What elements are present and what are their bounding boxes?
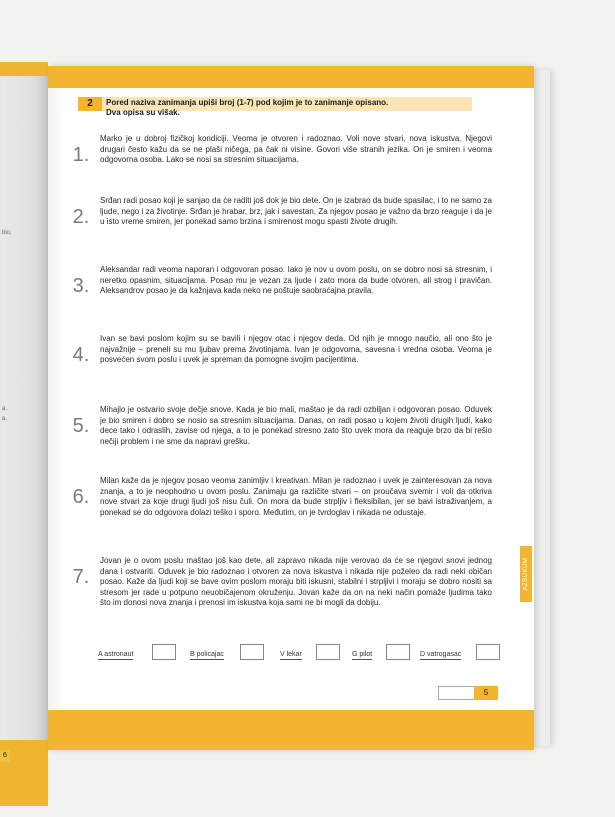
task-instruction-line-1: Pored naziva zanimanja upiši broj (1-7) pod kojim je to zanimanje opisano. (106, 98, 389, 107)
left-page (0, 62, 48, 759)
item-number: 4. (72, 344, 90, 366)
page-number-blank (438, 686, 476, 700)
task-instruction-line-2: Dva opisa su višak. (106, 108, 180, 117)
answer-label: B policajac (190, 651, 224, 658)
item-number: 2. (72, 206, 90, 228)
page-edges (534, 70, 550, 746)
answer-label: G pilot (352, 651, 373, 658)
answer-box-lekar[interactable] (316, 644, 340, 660)
left-page-text-fragment: bio, (2, 230, 12, 236)
item-number: 1. (72, 144, 90, 166)
side-tab (520, 546, 532, 602)
answer-box-astronaut[interactable] (152, 644, 176, 660)
item-text: Marko je u dobroj fizičkoj kondiciji. Veoma je otvoren i radoznao. Voli nove stvari, nova iskustva. Njegovi drugari često kažu da se ne plaši ničega, pa čak ni visine. Govori više stranih jezika. On je smiren i veoma odgovorna osoba. Lako se nosi sa stresnim situacijama. (100, 134, 492, 165)
item-text: Srđan radi posao koji je sanjao da će raditi još dok je bio dete. On je izabrao da bude spasilac, i to ne samo za ljude, nego i za životinje. Srđan je hrabar, brz, jak i savestan. Za njegov posao je važno da brzo reaguje i da je u isto vreme smiren, jer ponekad samo brzina i smirenost mogu spasti živote drugih. (100, 196, 492, 227)
item-text: Mihajlo je ostvario svoje dečje snove. Kada je bio mali, maštao je da radi ozbiljan i odgovoran posao. Oduvek je bio smiren i dobro se nosio sa stresnim situacijama. Danas, on radi posao u kojem životi drugih ljudi, kako dece tako i odraslih, zavise od njega, a to je ponekad stresno zato što uvek mora da reaguje brzo da bi rešio nečiji problem i ne sme da napravi grešku. (100, 405, 492, 446)
left-page-top-band (0, 62, 48, 76)
page-top-band (48, 66, 534, 88)
page-number-area (438, 686, 498, 700)
left-page-number: 6 (0, 750, 10, 762)
answer-label: V lekar (280, 651, 302, 658)
task-number: 2 (78, 97, 102, 111)
left-page-text-fragment: a. (2, 406, 8, 412)
answer-label: A astronaut (98, 651, 134, 658)
item-text: Ivan se bavi poslom kojim su se bavili i njegov otac i njegov deda. Od njih je mnogo naučio, ali ono što je najvažnije – preneli su mu ljubav prema životinjama. Ivan je odgovorna, savesna i vredna osoba. Veoma je posvećen svom poslu i uvek je spreman da pomogne svojim pacijentima. (100, 334, 492, 365)
item-number: 7. (72, 566, 90, 588)
item-text: Jovan je o ovom poslu maštao još kao dete, ali zapravo nikada nije verovao da će se njegovi snovi jednog dana i ostvariti. Oduvek je bio radoznao i otvoren za nova iskustva i nikada nije poželeo da radi neki običan posao. Kaže da ljudi koji se bave ovim poslom moraju biti iskusni, stabilni i strpljivi i moraju se dobro nositi sa stresom jer rade u potpuno neuobičajenom okruženju. Jovan kaže da on na neki način pomaže ljudima tako što im donosi nova znanja i prenosi im iskustva koja sami ne bi mogli da dobiju. (100, 556, 492, 608)
answer-box-policajac[interactable] (240, 644, 264, 660)
page-bottom-band (48, 710, 534, 750)
item-number: 5. (72, 415, 90, 437)
page-number: 5 (474, 686, 498, 700)
side-tab-label: AZBUKUM (523, 557, 529, 591)
left-page-text-fragment: a. (2, 416, 8, 422)
answer-label: D vatrogasac (420, 651, 462, 658)
right-page (48, 66, 534, 750)
task-instruction (106, 98, 476, 118)
item-number: 6. (72, 486, 90, 508)
item-number: 3. (72, 275, 90, 297)
answer-box-vatrogasac[interactable] (476, 644, 500, 660)
item-text: Milan kaže da je njegov posao veoma zanimljiv i kreativan. Milan je radoznao i uvek je zainteresovan za nova znanja, a to je neophodno u ovom poslu. Zanimaju ga različite stvari – on proučava svemir i voli da otkriva nove stvari za koje drugi ljudi još nisu čuli. On mora da bude strpljiv i fleksibilan, jer se bavi istraživanjem, a ponekad se do odgovora dolazi teško i sporo. Međutim, on je tvrdoglav i nikada ne odustaje. (100, 476, 492, 517)
answer-row (98, 644, 508, 664)
answer-box-pilot[interactable] (386, 644, 410, 660)
item-text: Aleksandar radi veoma naporan i odgovoran posao. Iako je nov u ovom poslu, on se dobro nosi sa stresnim, i neretko opasnim, situacijama. Posao mu je vezan za ljude i zato mora da bude otvoren, ali strog i pravičan. Aleksandrov posao je da kažnjava kada neko ne poštuje saobraćajna pravila. (100, 265, 492, 296)
